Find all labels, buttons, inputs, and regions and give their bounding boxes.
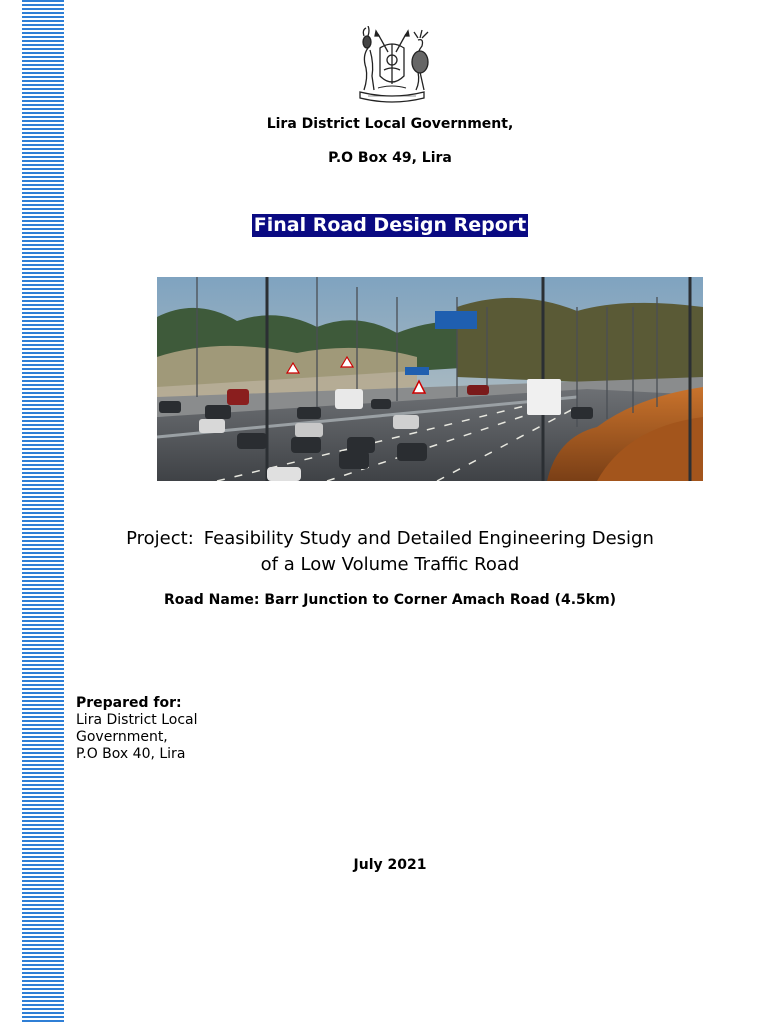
project-description bbox=[60, 526, 720, 578]
highway-traffic-photo bbox=[157, 277, 703, 481]
issuer-name: Lira District Local Government, bbox=[266, 116, 514, 132]
road-name: Road Name: Barr Junction to Corner Amach Road (4.5km) bbox=[163, 592, 617, 608]
report-title-container bbox=[150, 214, 630, 237]
report-date: July 2021 bbox=[353, 857, 427, 873]
prepared-for-block bbox=[76, 695, 296, 763]
prepared-for-line-1: Lira District Local bbox=[76, 712, 198, 728]
striped-side-border bbox=[22, 0, 64, 1024]
prepared-for-heading: Prepared for: bbox=[76, 695, 182, 711]
project-title-part-2: of a Low Volume Traffic Road bbox=[260, 554, 520, 575]
prepared-for-line-3: P.O Box 40, Lira bbox=[76, 746, 186, 762]
prepared-for-line-2: Government, bbox=[76, 729, 168, 745]
issuer-address: P.O Box 49, Lira bbox=[328, 150, 452, 166]
project-label: Project: bbox=[126, 528, 194, 549]
report-title: Final Road Design Report bbox=[253, 214, 527, 236]
project-line-1 bbox=[60, 526, 720, 552]
project-title-part-1: Feasibility Study and Detailed Engineering Design bbox=[203, 528, 654, 549]
uganda-coat-of-arms-icon bbox=[348, 26, 436, 108]
